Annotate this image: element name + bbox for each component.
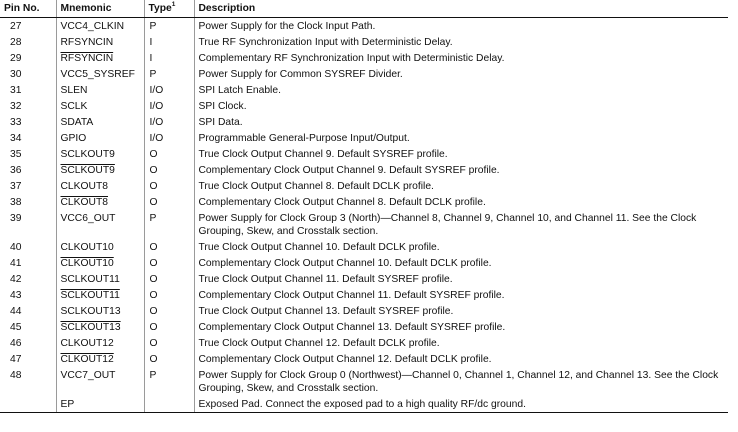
pin-number-cell: 47 <box>0 351 56 367</box>
description-cell: Power Supply for Clock Group 3 (North)—Channel 8, Channel 9, Channel 10, and Channel 11. See the Clock Grouping, Skew, and Crosstalk section. <box>198 212 697 237</box>
mnemonic-cell <box>56 34 144 50</box>
mnemonic-cell <box>56 194 144 210</box>
header-mnemonic: Mnemonic <box>56 0 144 18</box>
mnemonic-text: VCC5_SYSREF <box>60 68 135 80</box>
table-row <box>0 239 728 255</box>
pin-number-cell: 38 <box>0 194 56 210</box>
description-cell: True Clock Output Channel 8. Default DCLK profile. <box>198 180 434 192</box>
type-cell: O <box>144 319 194 335</box>
mnemonic-cell <box>56 255 144 271</box>
table-row <box>0 66 728 82</box>
mnemonic-cell <box>56 319 144 335</box>
type-cell: O <box>144 146 194 162</box>
mnemonic-text: CLKOUT8 <box>60 180 108 192</box>
type-cell: O <box>144 351 194 367</box>
table-row <box>0 351 728 367</box>
pin-number-cell: 31 <box>0 82 56 98</box>
table-row <box>0 396 728 413</box>
pin-number-cell: 44 <box>0 303 56 319</box>
description-cell: Complementary RF Synchronization Input with Deterministic Delay. <box>198 52 505 64</box>
table-row <box>0 335 728 351</box>
description-cell: SPI Latch Enable. <box>198 84 281 96</box>
mnemonic-text: SLEN <box>60 84 88 96</box>
pin-number-cell <box>0 396 56 413</box>
pin-number-cell: 40 <box>0 239 56 255</box>
description-cell: True RF Synchronization Input with Deterministic Delay. <box>198 36 453 48</box>
description-cell: True Clock Output Channel 9. Default SYSREF profile. <box>198 148 448 160</box>
mnemonic-cell <box>56 18 144 35</box>
type-cell: O <box>144 255 194 271</box>
table-row <box>0 130 728 146</box>
type-cell: O <box>144 287 194 303</box>
table-row <box>0 178 728 194</box>
pin-number-cell: 34 <box>0 130 56 146</box>
type-cell: O <box>144 303 194 319</box>
table-row <box>0 34 728 50</box>
mnemonic-complement-text: CLKOUT8 <box>60 196 108 208</box>
pin-number-cell: 39 <box>0 210 56 239</box>
pin-number-cell: 41 <box>0 255 56 271</box>
mnemonic-complement-text: CLKOUT12 <box>60 353 114 365</box>
mnemonic-cell <box>56 396 144 413</box>
description-cell: Complementary Clock Output Channel 10. Default DCLK profile. <box>198 257 492 269</box>
description-cell: True Clock Output Channel 12. Default DCLK profile. <box>198 337 440 349</box>
mnemonic-cell <box>56 210 144 239</box>
pin-number-cell: 36 <box>0 162 56 178</box>
header-type <box>144 0 194 18</box>
table-row <box>0 271 728 287</box>
table-row <box>0 50 728 66</box>
description-cell: Programmable General-Purpose Input/Output. <box>198 132 410 144</box>
mnemonic-complement-text: CLKOUT10 <box>60 257 114 269</box>
header-row <box>0 0 728 18</box>
mnemonic-text: EP <box>60 398 75 410</box>
table-row <box>0 367 728 396</box>
mnemonic-complement-text: SCLKOUT9 <box>60 164 115 176</box>
type-cell: O <box>144 271 194 287</box>
mnemonic-text: SCLK <box>60 100 88 112</box>
header-type-label: Type <box>148 3 172 14</box>
mnemonic-cell <box>56 162 144 178</box>
table-row <box>0 98 728 114</box>
pin-number-cell: 30 <box>0 66 56 82</box>
pin-number-cell: 29 <box>0 50 56 66</box>
mnemonic-cell <box>56 98 144 114</box>
pin-number-cell: 42 <box>0 271 56 287</box>
description-cell: Power Supply for the Clock Input Path. <box>198 20 376 32</box>
description-cell: Complementary Clock Output Channel 9. Default SYSREF profile. <box>198 164 500 176</box>
type-cell: I/O <box>144 130 194 146</box>
description-cell: True Clock Output Channel 10. Default DCLK profile. <box>198 241 440 253</box>
pin-number-cell: 32 <box>0 98 56 114</box>
type-cell: P <box>144 18 194 35</box>
mnemonic-cell <box>56 335 144 351</box>
description-cell: True Clock Output Channel 11. Default SYSREF profile. <box>198 273 453 285</box>
type-cell: P <box>144 66 194 82</box>
description-cell: Complementary Clock Output Channel 12. Default DCLK profile. <box>198 353 492 365</box>
mnemonic-cell <box>56 66 144 82</box>
pin-number-cell: 28 <box>0 34 56 50</box>
pin-number-cell: 33 <box>0 114 56 130</box>
header-pin-no: Pin No. <box>0 0 56 18</box>
table-row <box>0 287 728 303</box>
mnemonic-text: CLKOUT10 <box>60 241 114 253</box>
description-cell: Complementary Clock Output Channel 11. Default SYSREF profile. <box>198 289 505 301</box>
type-cell: I <box>144 50 194 66</box>
mnemonic-cell <box>56 287 144 303</box>
type-cell: O <box>144 162 194 178</box>
description-cell: Complementary Clock Output Channel 13. Default SYSREF profile. <box>198 321 506 333</box>
mnemonic-complement-text: SCLKOUT13 <box>60 321 121 333</box>
header-description: Description <box>194 0 728 18</box>
table-row <box>0 303 728 319</box>
type-cell: I/O <box>144 82 194 98</box>
pin-number-cell: 48 <box>0 367 56 396</box>
type-cell: I/O <box>144 114 194 130</box>
pin-number-cell: 27 <box>0 18 56 35</box>
mnemonic-cell <box>56 239 144 255</box>
mnemonic-text: SDATA <box>60 116 94 128</box>
mnemonic-text: GPIO <box>60 132 87 144</box>
pin-number-cell: 37 <box>0 178 56 194</box>
table-row <box>0 194 728 210</box>
type-cell <box>144 396 194 413</box>
description-cell: SPI Data. <box>198 116 243 128</box>
mnemonic-cell <box>56 130 144 146</box>
table-row <box>0 210 728 239</box>
table-row <box>0 82 728 98</box>
mnemonic-cell <box>56 303 144 319</box>
mnemonic-cell <box>56 114 144 130</box>
table-row <box>0 146 728 162</box>
description-cell: Power Supply for Common SYSREF Divider. <box>198 68 403 80</box>
pin-number-cell: 43 <box>0 287 56 303</box>
type-cell: P <box>144 210 194 239</box>
table-header <box>0 0 728 18</box>
type-cell: I/O <box>144 98 194 114</box>
description-cell: SPI Clock. <box>198 100 247 112</box>
mnemonic-cell <box>56 146 144 162</box>
mnemonic-text: SCLKOUT13 <box>60 305 121 317</box>
mnemonic-complement-text: RFSYNCIN <box>60 52 114 64</box>
table-row <box>0 18 728 35</box>
mnemonic-text: SCLKOUT11 <box>60 273 120 285</box>
table-row <box>0 162 728 178</box>
mnemonic-complement-text: SCLKOUT11 <box>60 289 120 301</box>
description-cell: Exposed Pad. Connect the exposed pad to a high quality RF/dc ground. <box>194 396 728 413</box>
description-cell: Power Supply for Clock Group 0 (Northwest)—Channel 0, Channel 1, Channel 12, and Channel 13. See the Clock Grouping, Skew, and Crosstalk section. <box>198 369 719 394</box>
mnemonic-text: VCC7_OUT <box>60 369 116 381</box>
mnemonic-cell <box>56 367 144 396</box>
description-cell: True Clock Output Channel 13. Default SYSREF profile. <box>198 305 454 317</box>
mnemonic-text: VCC4_CLKIN <box>60 20 125 32</box>
table-row <box>0 255 728 271</box>
mnemonic-cell <box>56 351 144 367</box>
mnemonic-cell <box>56 178 144 194</box>
table-row <box>0 114 728 130</box>
table-row <box>0 319 728 335</box>
pin-number-cell: 46 <box>0 335 56 351</box>
pin-number-cell: 45 <box>0 319 56 335</box>
mnemonic-text: SCLKOUT9 <box>60 148 115 160</box>
type-cell: O <box>144 335 194 351</box>
header-type-footnote: 1 <box>171 1 176 8</box>
type-cell: P <box>144 367 194 396</box>
pin-number-cell: 35 <box>0 146 56 162</box>
mnemonic-cell <box>56 271 144 287</box>
table-body <box>0 18 728 413</box>
mnemonic-text: CLKOUT12 <box>60 337 114 349</box>
mnemonic-text: VCC6_OUT <box>60 212 116 224</box>
mnemonic-cell <box>56 82 144 98</box>
type-cell: O <box>144 194 194 210</box>
type-cell: O <box>144 178 194 194</box>
description-cell: Complementary Clock Output Channel 8. Default DCLK profile. <box>198 196 486 208</box>
mnemonic-text: RFSYNCIN <box>60 36 114 48</box>
type-cell: O <box>144 239 194 255</box>
mnemonic-cell <box>56 50 144 66</box>
type-cell: I <box>144 34 194 50</box>
